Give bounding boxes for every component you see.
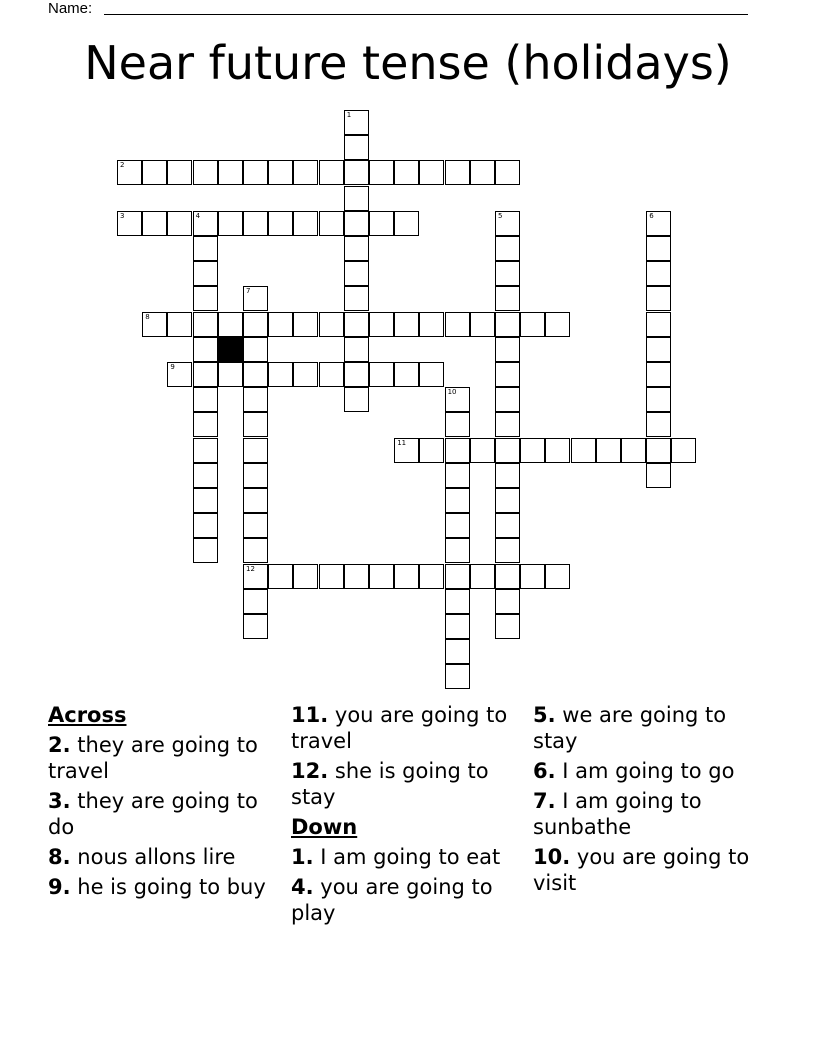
crossword-cell[interactable]: [419, 362, 444, 387]
crossword-cell[interactable]: [319, 160, 344, 185]
crossword-cell[interactable]: [445, 589, 470, 614]
crossword-cell[interactable]: [243, 463, 268, 488]
crossword-cell[interactable]: [344, 160, 369, 185]
crossword-cell[interactable]: [243, 589, 268, 614]
crossword-cell[interactable]: [344, 211, 369, 236]
crossword-black-cell: [218, 337, 243, 362]
crossword-cell[interactable]: [193, 538, 218, 563]
crossword-cell[interactable]: [520, 438, 545, 463]
crossword-cell[interactable]: [319, 312, 344, 337]
crossword-cell[interactable]: [621, 438, 646, 463]
crossword-cell[interactable]: [319, 211, 344, 236]
crossword-cell[interactable]: [268, 564, 293, 589]
crossword-cell[interactable]: [167, 362, 192, 387]
crossword-cell[interactable]: [545, 312, 570, 337]
crossword-cell[interactable]: [394, 160, 419, 185]
crossword-cell[interactable]: [646, 261, 671, 286]
crossword-cell[interactable]: [117, 211, 142, 236]
crossword-cell[interactable]: [394, 312, 419, 337]
crossword-cell[interactable]: [646, 286, 671, 311]
crossword-cell[interactable]: [243, 160, 268, 185]
clue-number: 3: [120, 211, 125, 220]
crossword-cell[interactable]: [369, 362, 394, 387]
crossword-cell[interactable]: [495, 286, 520, 311]
crossword-cell[interactable]: [495, 614, 520, 639]
crossword-cell[interactable]: [646, 387, 671, 412]
crossword-cell[interactable]: [394, 362, 419, 387]
crossword-cell[interactable]: [445, 438, 470, 463]
clues-column-2: [291, 702, 523, 930]
crossword-cell[interactable]: [671, 438, 696, 463]
crossword-cell[interactable]: [419, 160, 444, 185]
crossword-cell[interactable]: [369, 160, 394, 185]
crossword-cell[interactable]: [369, 211, 394, 236]
crossword-cell[interactable]: [218, 312, 243, 337]
crossword-cell[interactable]: [344, 387, 369, 412]
clues-column-3: [533, 702, 765, 900]
crossword-cell[interactable]: [319, 362, 344, 387]
clues-column-1: [48, 702, 280, 904]
crossword-cell[interactable]: [218, 362, 243, 387]
crossword-cell[interactable]: [445, 412, 470, 437]
crossword-cell[interactable]: [495, 412, 520, 437]
crossword-cell[interactable]: [344, 286, 369, 311]
clue-number: 7: [246, 287, 251, 296]
crossword-cell[interactable]: [167, 312, 192, 337]
crossword-cell[interactable]: [193, 463, 218, 488]
crossword-cell[interactable]: [445, 538, 470, 563]
crossword-cell[interactable]: [193, 261, 218, 286]
crossword-cell[interactable]: [646, 438, 671, 463]
crossword-cell[interactable]: [344, 337, 369, 362]
crossword-cell[interactable]: [293, 160, 318, 185]
crossword-cell[interactable]: [243, 362, 268, 387]
crossword-cell[interactable]: [193, 362, 218, 387]
clue-down-1: 1. I am going to eat: [291, 845, 501, 869]
crossword-cell[interactable]: [243, 337, 268, 362]
crossword-cell[interactable]: [193, 412, 218, 437]
crossword-cell[interactable]: [193, 211, 218, 236]
crossword-cell[interactable]: [268, 362, 293, 387]
crossword-cell[interactable]: [545, 438, 570, 463]
clue-across-9: 9. he is going to buy: [48, 875, 266, 899]
crossword-cell[interactable]: [344, 236, 369, 261]
clue-number: 2: [120, 161, 125, 170]
crossword-cell[interactable]: [495, 337, 520, 362]
crossword-cell[interactable]: [193, 160, 218, 185]
crossword-cell[interactable]: [495, 160, 520, 185]
crossword-cell[interactable]: [596, 438, 621, 463]
clue-number: 4: [195, 211, 201, 220]
crossword-cell[interactable]: [293, 564, 318, 589]
crossword-cell[interactable]: [193, 513, 218, 538]
crossword-cell[interactable]: [243, 488, 268, 513]
crossword-cell[interactable]: [419, 564, 444, 589]
across-heading: Across: [48, 703, 127, 727]
crossword-cell[interactable]: [243, 312, 268, 337]
crossword-cell[interactable]: [495, 564, 520, 589]
crossword-cell[interactable]: [445, 564, 470, 589]
crossword-cell[interactable]: [243, 614, 268, 639]
crossword-cell[interactable]: [293, 362, 318, 387]
page-title: Near future tense (holidays): [84, 36, 732, 90]
clue-down-6: 6. I am going to go: [533, 759, 735, 783]
crossword-cell[interactable]: [193, 236, 218, 261]
crossword-cell[interactable]: [193, 438, 218, 463]
name-label: Name:: [48, 0, 93, 17]
clue-down-10: 10. you are going to visit: [533, 845, 750, 895]
crossword-cell[interactable]: [445, 639, 470, 664]
crossword-cell[interactable]: [470, 564, 495, 589]
crossword-cell[interactable]: [646, 211, 671, 236]
crossword-cell[interactable]: [167, 160, 192, 185]
crossword-cell[interactable]: [344, 261, 369, 286]
crossword-cell[interactable]: [646, 236, 671, 261]
crossword-cell[interactable]: [495, 589, 520, 614]
crossword-cell[interactable]: [344, 312, 369, 337]
clue-across-12: 12. she is going to stay: [291, 759, 489, 809]
crossword-cell[interactable]: [495, 211, 520, 236]
crossword-cell[interactable]: [268, 160, 293, 185]
crossword-cell[interactable]: [344, 110, 369, 135]
crossword-cell[interactable]: [193, 286, 218, 311]
crossword-cell[interactable]: [243, 387, 268, 412]
crossword-cell[interactable]: [470, 312, 495, 337]
crossword-cell[interactable]: [394, 564, 419, 589]
clue-number: 12: [246, 564, 255, 573]
crossword-cell[interactable]: [243, 538, 268, 563]
crossword-cell[interactable]: [445, 160, 470, 185]
crossword-cell[interactable]: [495, 538, 520, 563]
crossword-cell[interactable]: [243, 286, 268, 311]
crossword-cell[interactable]: [545, 564, 570, 589]
crossword-cell[interactable]: [445, 312, 470, 337]
crossword-cell[interactable]: [495, 463, 520, 488]
clue-number: 9: [170, 363, 175, 371]
crossword-cell[interactable]: [142, 211, 167, 236]
crossword-cell[interactable]: [193, 488, 218, 513]
clue-number: 10: [447, 388, 457, 397]
crossword-cell[interactable]: [495, 261, 520, 286]
crossword-cell[interactable]: [369, 312, 394, 337]
crossword-cell[interactable]: [117, 160, 142, 185]
crossword-cell[interactable]: [495, 362, 520, 387]
crossword-cell[interactable]: [293, 211, 318, 236]
crossword-cell[interactable]: [445, 614, 470, 639]
crossword-cell[interactable]: [293, 312, 318, 337]
clue-down-4: 4. you are going to play: [291, 875, 493, 925]
crossword-cell[interactable]: [571, 438, 596, 463]
crossword-cell[interactable]: [218, 160, 243, 185]
clue-down-7: 7. I am going to sunbathe: [533, 789, 702, 839]
crossword-cell[interactable]: [495, 488, 520, 513]
crossword-cell[interactable]: [369, 564, 394, 589]
clue-number: 6: [649, 211, 654, 220]
crossword-cell[interactable]: [520, 312, 545, 337]
crossword-cell[interactable]: [243, 211, 268, 236]
crossword-cell[interactable]: [394, 438, 419, 463]
clue-down-5: 5. we are going to stay: [533, 703, 727, 753]
clue-across-2: 2. they are going to travel: [48, 733, 258, 783]
crossword-cell[interactable]: [470, 160, 495, 185]
clue-number: 8: [145, 312, 150, 321]
crossword-cell[interactable]: [344, 564, 369, 589]
crossword-cell[interactable]: [419, 438, 444, 463]
crossword-cell[interactable]: [193, 312, 218, 337]
crossword-cell[interactable]: [445, 664, 470, 689]
crossword-cell[interactable]: [419, 312, 444, 337]
crossword-cell[interactable]: [495, 312, 520, 337]
crossword-cell[interactable]: [470, 438, 495, 463]
crossword-cell[interactable]: [167, 211, 192, 236]
crossword-cell[interactable]: [445, 387, 470, 412]
clue-across-3: 3. they are going to do: [48, 789, 258, 839]
crossword-cell[interactable]: [268, 211, 293, 236]
clue-number: 1: [346, 111, 352, 119]
crossword-cell[interactable]: [445, 488, 470, 513]
crossword-cell[interactable]: [243, 412, 268, 437]
crossword-cell[interactable]: [344, 186, 369, 211]
crossword-cell[interactable]: [243, 564, 268, 589]
crossword-cell[interactable]: [646, 463, 671, 488]
crossword-cell[interactable]: [142, 312, 167, 337]
crossword-cell[interactable]: [243, 438, 268, 463]
clue-number: 5: [498, 211, 503, 220]
crossword-cell[interactable]: [218, 211, 243, 236]
crossword-cell[interactable]: [193, 337, 218, 362]
crossword-cell[interactable]: [394, 211, 419, 236]
crossword-cell[interactable]: [495, 513, 520, 538]
clue-across-11: 11. you are going to travel: [291, 703, 508, 753]
crossword-cell[interactable]: [646, 362, 671, 387]
crossword-cell[interactable]: [520, 564, 545, 589]
crossword-cell[interactable]: [344, 362, 369, 387]
crossword-cell[interactable]: [445, 463, 470, 488]
clue-number: 11: [397, 438, 407, 447]
crossword-cell[interactable]: [495, 438, 520, 463]
down-heading: Down: [291, 815, 358, 839]
crossword-cell[interactable]: [344, 135, 369, 160]
crossword-cell[interactable]: [243, 513, 268, 538]
crossword-cell[interactable]: [495, 387, 520, 412]
crossword-cell[interactable]: [495, 236, 520, 261]
crossword-cell[interactable]: [319, 564, 344, 589]
crossword-cell[interactable]: [646, 337, 671, 362]
crossword-cell[interactable]: [445, 513, 470, 538]
crossword-cell[interactable]: [193, 387, 218, 412]
crossword-cell[interactable]: [646, 312, 671, 337]
crossword-cell[interactable]: [142, 160, 167, 185]
crossword-cell[interactable]: [646, 412, 671, 437]
crossword-cell[interactable]: [268, 312, 293, 337]
clue-across-8: 8. nous allons lire: [48, 845, 236, 869]
